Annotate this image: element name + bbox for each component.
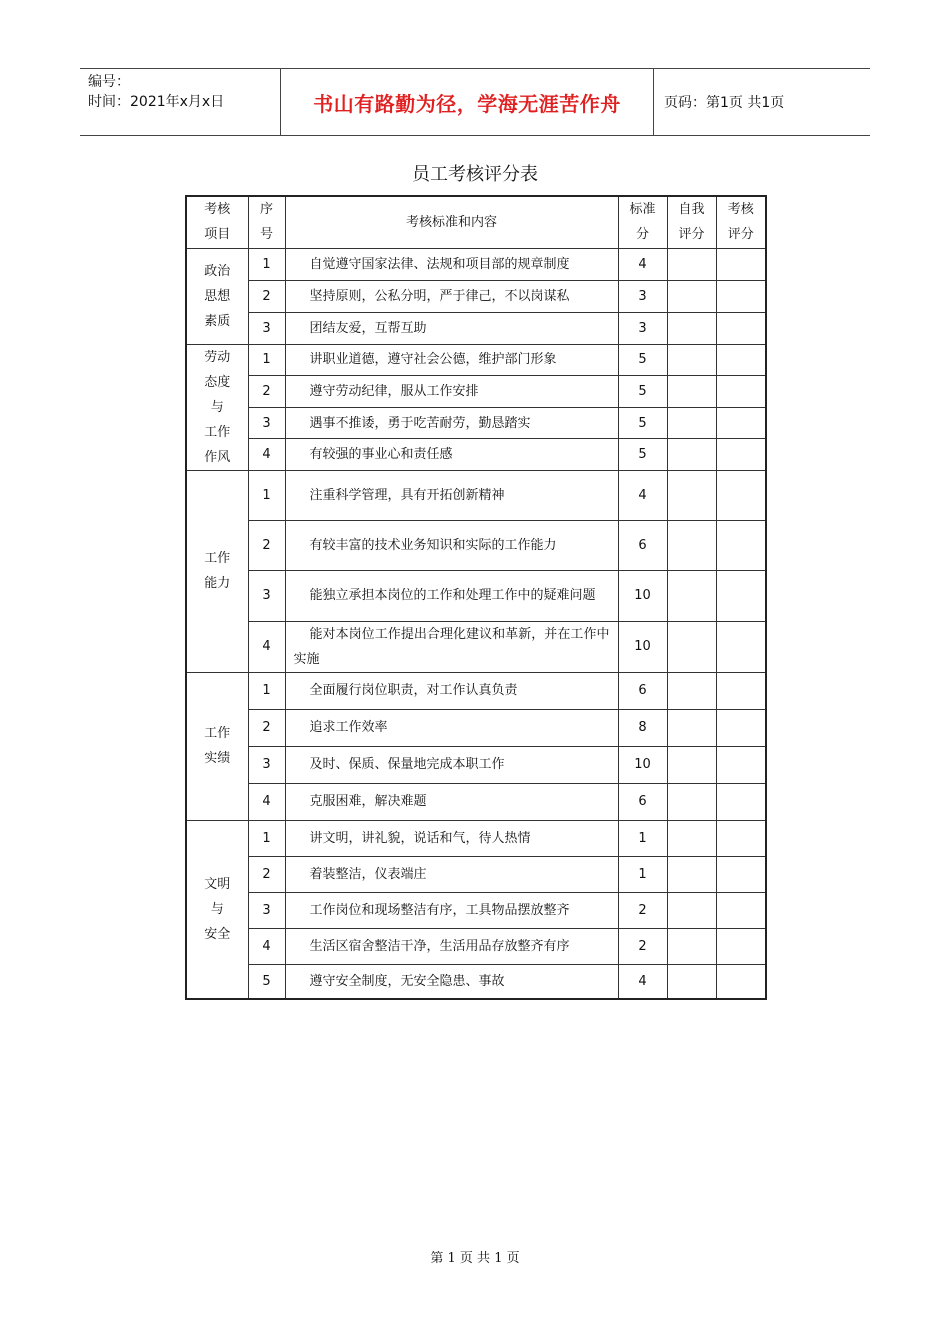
seq-cell: 3 xyxy=(248,570,285,621)
table-row xyxy=(186,407,766,438)
criteria-cell: 遵守劳动纪律，服从工作安排 xyxy=(285,375,618,407)
criteria-cell: 追求工作效率 xyxy=(285,709,618,746)
standard-score-cell: 5 xyxy=(618,407,667,438)
self-score-cell[interactable] xyxy=(667,470,716,520)
seq-cell: 1 xyxy=(248,248,285,280)
seq-cell: 4 xyxy=(248,783,285,820)
document-header xyxy=(80,68,870,136)
self-score-cell[interactable] xyxy=(667,928,716,964)
table-row xyxy=(186,439,766,470)
seq-cell: 1 xyxy=(248,344,285,375)
seq-cell: 2 xyxy=(248,709,285,746)
eval-score-cell[interactable] xyxy=(716,520,766,570)
table-row xyxy=(186,964,766,999)
self-score-cell[interactable] xyxy=(667,856,716,892)
table-row xyxy=(186,280,766,312)
category-cell: 政治 思想 素质 xyxy=(186,248,248,344)
eval-score-cell[interactable] xyxy=(716,570,766,621)
standard-score-cell: 8 xyxy=(618,709,667,746)
standard-score-cell: 4 xyxy=(618,470,667,520)
eval-score-cell[interactable] xyxy=(716,928,766,964)
seq-cell: 5 xyxy=(248,964,285,999)
self-score-cell[interactable] xyxy=(667,746,716,783)
self-score-cell[interactable] xyxy=(667,439,716,470)
eval-score-cell[interactable] xyxy=(716,248,766,280)
seq-cell: 4 xyxy=(248,439,285,470)
self-score-cell[interactable] xyxy=(667,570,716,621)
seq-cell: 3 xyxy=(248,407,285,438)
standard-score-cell: 4 xyxy=(618,248,667,280)
self-score-cell[interactable] xyxy=(667,709,716,746)
table-row xyxy=(186,672,766,709)
self-score-cell[interactable] xyxy=(667,820,716,856)
seq-cell: 1 xyxy=(248,820,285,856)
criteria-cell: 坚持原则，公私分明，严于律己，不以岗谋私 xyxy=(285,280,618,312)
self-score-cell[interactable] xyxy=(667,783,716,820)
standard-score-cell: 1 xyxy=(618,856,667,892)
eval-score-cell[interactable] xyxy=(716,964,766,999)
criteria-cell: 注重科学管理，具有开拓创新精神 xyxy=(285,470,618,520)
self-score-cell[interactable] xyxy=(667,621,716,672)
evaluation-table xyxy=(185,195,767,1000)
header-motto: 书山有路勤为径，学海无涯苦作舟 xyxy=(281,69,654,135)
standard-score-cell: 10 xyxy=(618,570,667,621)
seq-cell: 1 xyxy=(248,672,285,709)
eval-score-cell[interactable] xyxy=(716,344,766,375)
table-header-row xyxy=(186,196,766,248)
table-row xyxy=(186,892,766,928)
table-row xyxy=(186,248,766,280)
number-label: 编号： xyxy=(88,74,130,90)
table-row xyxy=(186,375,766,407)
standard-score-cell: 6 xyxy=(618,672,667,709)
standard-score-cell: 5 xyxy=(618,375,667,407)
eval-score-cell[interactable] xyxy=(716,892,766,928)
self-score-cell[interactable] xyxy=(667,672,716,709)
self-score-cell[interactable] xyxy=(667,407,716,438)
eval-score-cell[interactable] xyxy=(716,709,766,746)
self-score-cell[interactable] xyxy=(667,248,716,280)
table-row xyxy=(186,344,766,375)
standard-score-cell: 6 xyxy=(618,783,667,820)
table-row xyxy=(186,621,766,672)
table-row xyxy=(186,783,766,820)
table-row xyxy=(186,470,766,520)
seq-cell: 4 xyxy=(248,928,285,964)
time-label: 时间：2021年x月x日 xyxy=(88,94,225,110)
header-page-info: 页码：第1页 共1页 xyxy=(664,95,785,111)
standard-score-cell: 2 xyxy=(618,928,667,964)
standard-score-cell: 4 xyxy=(618,964,667,999)
criteria-cell: 能独立承担本岗位的工作和处理工作中的疑难问题 xyxy=(285,570,618,621)
header-seq: 序 号 xyxy=(248,196,285,248)
criteria-cell: 工作岗位和现场整洁有序，工具物品摆放整齐 xyxy=(285,892,618,928)
standard-score-cell: 5 xyxy=(618,439,667,470)
header-meta xyxy=(80,69,281,135)
seq-cell: 2 xyxy=(248,520,285,570)
header-item: 考核 项目 xyxy=(186,196,248,248)
category-cell: 工作 能力 xyxy=(186,470,248,672)
criteria-cell: 讲文明，讲礼貌，说话和气，待人热情 xyxy=(285,820,618,856)
self-score-cell[interactable] xyxy=(667,520,716,570)
eval-score-cell[interactable] xyxy=(716,621,766,672)
standard-score-cell: 3 xyxy=(618,312,667,344)
seq-cell: 3 xyxy=(248,312,285,344)
seq-cell: 2 xyxy=(248,375,285,407)
page-footer: 第 1 页 共 1 页 xyxy=(430,1251,520,1266)
self-score-cell[interactable] xyxy=(667,964,716,999)
category-cell: 文明 与 安全 xyxy=(186,820,248,999)
table-row xyxy=(186,820,766,856)
criteria-cell: 遵守安全制度，无安全隐患、事故 xyxy=(285,964,618,999)
criteria-cell: 讲职业道德，遵守社会公德，维护部门形象 xyxy=(285,344,618,375)
eval-score-cell[interactable] xyxy=(716,672,766,709)
eval-score-cell[interactable] xyxy=(716,280,766,312)
standard-score-cell: 10 xyxy=(618,746,667,783)
standard-score-cell: 1 xyxy=(618,820,667,856)
table-row xyxy=(186,312,766,344)
table-row xyxy=(186,928,766,964)
criteria-cell: 能对本岗位工作提出合理化建议和革新，并在工作中实施 xyxy=(285,621,618,672)
header-self-score: 自我 评分 xyxy=(667,196,716,248)
seq-cell: 3 xyxy=(248,892,285,928)
criteria-cell: 团结友爱，互帮互助 xyxy=(285,312,618,344)
seq-cell: 4 xyxy=(248,621,285,672)
eval-score-cell[interactable] xyxy=(716,783,766,820)
category-cell: 工作 实绩 xyxy=(186,672,248,820)
header-eval-score: 考核 评分 xyxy=(716,196,766,248)
criteria-cell: 有较丰富的技术业务知识和实际的工作能力 xyxy=(285,520,618,570)
standard-score-cell: 3 xyxy=(618,280,667,312)
self-score-cell[interactable] xyxy=(667,375,716,407)
criteria-cell: 全面履行岗位职责，对工作认真负责 xyxy=(285,672,618,709)
standard-score-cell: 5 xyxy=(618,344,667,375)
header-standard-score: 标准 分 xyxy=(618,196,667,248)
header-content: 考核标准和内容 xyxy=(285,196,618,248)
criteria-cell: 有较强的事业心和责任感 xyxy=(285,439,618,470)
eval-score-cell[interactable] xyxy=(716,439,766,470)
table-row xyxy=(186,746,766,783)
self-score-cell[interactable] xyxy=(667,280,716,312)
criteria-cell: 自觉遵守国家法律、法规和项目部的规章制度 xyxy=(285,248,618,280)
standard-score-cell: 10 xyxy=(618,621,667,672)
table-row xyxy=(186,570,766,621)
criteria-cell: 生活区宿舍整洁干净，生活用品存放整齐有序 xyxy=(285,928,618,964)
standard-score-cell: 2 xyxy=(618,892,667,928)
eval-score-cell[interactable] xyxy=(716,375,766,407)
eval-score-cell[interactable] xyxy=(716,470,766,520)
eval-score-cell[interactable] xyxy=(716,312,766,344)
self-score-cell[interactable] xyxy=(667,312,716,344)
self-score-cell[interactable] xyxy=(667,892,716,928)
category-cell: 劳动 态度 与 工作 作风 xyxy=(186,344,248,470)
seq-cell: 2 xyxy=(248,280,285,312)
document-title: 员工考核评分表 xyxy=(412,164,538,185)
criteria-cell: 遇事不推诿，勇于吃苦耐劳，勤恳踏实 xyxy=(285,407,618,438)
self-score-cell[interactable] xyxy=(667,344,716,375)
seq-cell: 1 xyxy=(248,470,285,520)
eval-score-cell[interactable] xyxy=(716,856,766,892)
eval-score-cell[interactable] xyxy=(716,407,766,438)
standard-score-cell: 6 xyxy=(618,520,667,570)
criteria-cell: 及时、保质、保量地完成本职工作 xyxy=(285,746,618,783)
criteria-cell: 克服困难，解决难题 xyxy=(285,783,618,820)
eval-score-cell[interactable] xyxy=(716,820,766,856)
criteria-cell: 着装整洁，仪表端庄 xyxy=(285,856,618,892)
seq-cell: 2 xyxy=(248,856,285,892)
table-row xyxy=(186,709,766,746)
eval-score-cell[interactable] xyxy=(716,746,766,783)
table-row xyxy=(186,520,766,570)
seq-cell: 3 xyxy=(248,746,285,783)
table-row xyxy=(186,856,766,892)
